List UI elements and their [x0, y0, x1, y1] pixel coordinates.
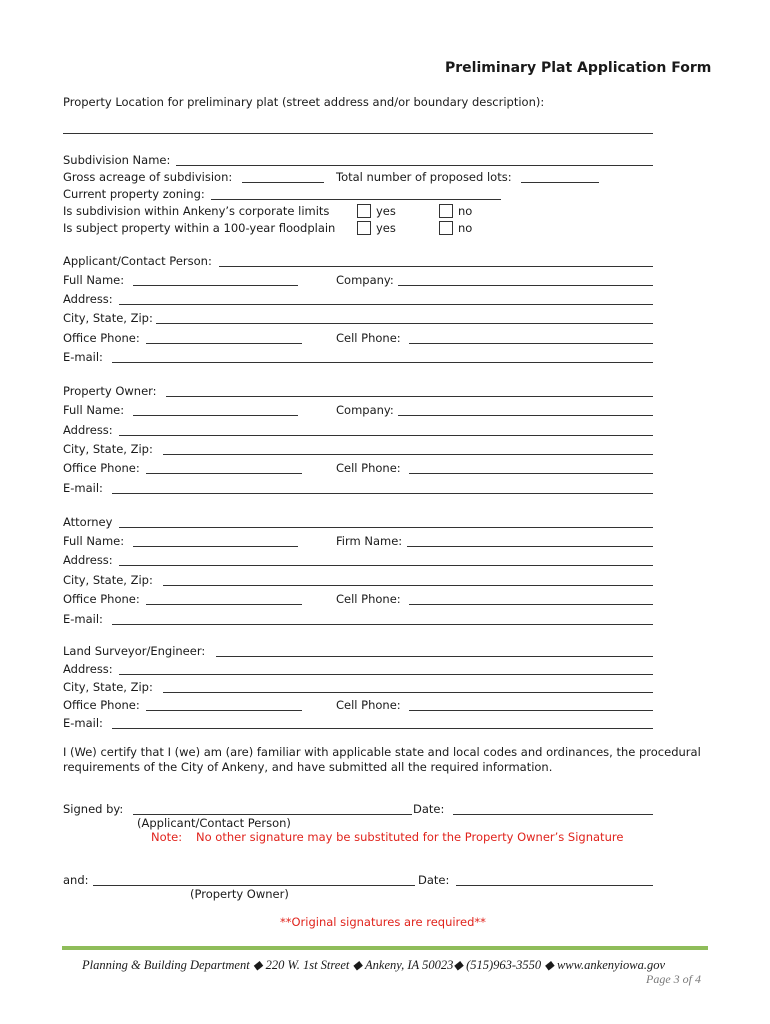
- total-lots-label: Total number of proposed lots:: [336, 170, 512, 184]
- attorney-field[interactable]: [119, 527, 653, 528]
- surveyor-header: Land Surveyor/Engineer:: [63, 644, 206, 658]
- diamond-icon: ◆: [544, 958, 554, 972]
- owner-address-field[interactable]: [119, 435, 653, 436]
- surveyor-email-label: E-mail:: [63, 716, 103, 730]
- surveyor-field[interactable]: [216, 656, 653, 657]
- owner-date-field[interactable]: [456, 885, 653, 886]
- owner-city-field[interactable]: [163, 454, 653, 455]
- attorney-city-field[interactable]: [163, 585, 653, 586]
- applicant-office-phone-label: Office Phone:: [63, 331, 140, 345]
- applicant-email-label: E-mail:: [63, 350, 103, 364]
- gross-acreage-field[interactable]: [242, 182, 324, 183]
- property-location-field[interactable]: [63, 133, 653, 134]
- surveyor-office-phone-field[interactable]: [146, 710, 302, 711]
- owner-address-label: Address:: [63, 423, 113, 437]
- attorney-office-phone-field[interactable]: [146, 604, 302, 605]
- note-text: No other signature may be substituted for the Property Owner’s Signature: [196, 830, 624, 844]
- attorney-cell-phone-label: Cell Phone:: [336, 592, 401, 606]
- gross-acreage-label: Gross acreage of subdivision:: [63, 170, 233, 184]
- attorney-address-field[interactable]: [119, 565, 653, 566]
- corporate-no-label: no: [458, 204, 473, 218]
- footer-divider: [62, 946, 708, 950]
- attorney-firm-name-field[interactable]: [407, 546, 653, 547]
- applicant-office-phone-field[interactable]: [146, 343, 302, 344]
- applicant-company-label: Company:: [336, 273, 394, 287]
- signed-by-label: Signed by:: [63, 802, 124, 816]
- attorney-cell-phone-field[interactable]: [409, 604, 653, 605]
- applicant-address-label: Address:: [63, 292, 113, 306]
- owner-company-label: Company:: [336, 403, 394, 417]
- owner-cell-phone-label: Cell Phone:: [336, 461, 401, 475]
- surveyor-city-field[interactable]: [163, 692, 653, 693]
- owner-full-name-label: Full Name:: [63, 403, 125, 417]
- subdivision-name-field[interactable]: [176, 165, 653, 166]
- applicant-address-field[interactable]: [119, 304, 653, 305]
- surveyor-email-field[interactable]: [112, 728, 653, 729]
- owner-cell-phone-field[interactable]: [409, 473, 653, 474]
- corporate-yes-checkbox[interactable]: [357, 204, 371, 218]
- owner-signature-caption: (Property Owner): [190, 887, 289, 901]
- owner-date-label: Date:: [418, 873, 450, 887]
- diamond-icon: ◆: [453, 958, 463, 972]
- applicant-city-label: City, State, Zip:: [63, 311, 153, 325]
- diamond-icon: ◆: [252, 958, 263, 972]
- owner-email-label: E-mail:: [63, 481, 103, 495]
- original-signatures-notice: **Original signatures are required**: [280, 915, 486, 929]
- attorney-email-field[interactable]: [112, 624, 653, 625]
- attorney-firm-name-label: Firm Name:: [336, 534, 403, 548]
- applicant-cell-phone-label: Cell Phone:: [336, 331, 401, 345]
- surveyor-office-phone-label: Office Phone:: [63, 698, 140, 712]
- owner-office-phone-label: Office Phone:: [63, 461, 140, 475]
- attorney-office-phone-label: Office Phone:: [63, 592, 140, 606]
- diamond-icon: ◆: [352, 958, 363, 972]
- attorney-full-name-label: Full Name:: [63, 534, 125, 548]
- applicant-city-field[interactable]: [156, 323, 653, 324]
- floodplain-yes-label: yes: [376, 221, 396, 235]
- attorney-full-name-field[interactable]: [133, 546, 298, 547]
- surveyor-city-label: City, State, Zip:: [63, 680, 153, 694]
- attorney-city-label: City, State, Zip:: [63, 573, 153, 587]
- page-title: Preliminary Plat Application Form: [445, 60, 712, 76]
- footer-city: Ankeny, IA 50023: [365, 958, 454, 972]
- certification-line-1: I (We) certify that I (we) am (are) familiar with applicable state and local codes and ordinances, the procedural: [63, 745, 701, 759]
- page-number: Page 3 of 4: [646, 972, 701, 986]
- property-location-label: Property Location for preliminary plat (street address and/or boundary description):: [63, 95, 545, 109]
- applicant-date-field[interactable]: [453, 814, 653, 815]
- owner-header: Property Owner:: [63, 384, 157, 398]
- floodplain-no-label: no: [458, 221, 473, 235]
- applicant-email-field[interactable]: [112, 362, 653, 363]
- note-label: Note:: [151, 830, 183, 844]
- floodplain-label: Is subject property within a 100-year floodplain: [63, 221, 336, 235]
- current-zoning-field[interactable]: [211, 199, 501, 200]
- applicant-signature-field[interactable]: [133, 814, 412, 815]
- applicant-signature-caption: (Applicant/Contact Person): [137, 816, 291, 830]
- owner-full-name-field[interactable]: [133, 415, 298, 416]
- corporate-no-checkbox[interactable]: [439, 204, 453, 218]
- applicant-date-label: Date:: [413, 802, 445, 816]
- and-label: and:: [63, 873, 89, 887]
- corporate-limits-label: Is subdivision within Ankeny’s corporate limits: [63, 204, 330, 218]
- owner-email-field[interactable]: [112, 493, 653, 494]
- surveyor-address-field[interactable]: [119, 674, 653, 675]
- floodplain-no-checkbox[interactable]: [439, 221, 453, 235]
- owner-office-phone-field[interactable]: [146, 473, 302, 474]
- footer-website[interactable]: www.ankenyiowa.gov: [556, 958, 666, 972]
- applicant-header: Applicant/Contact Person:: [63, 254, 212, 268]
- subdivision-name-label: Subdivision Name:: [63, 153, 171, 167]
- current-zoning-label: Current property zoning:: [63, 187, 205, 201]
- corporate-yes-label: yes: [376, 204, 396, 218]
- surveyor-cell-phone-label: Cell Phone:: [336, 698, 401, 712]
- surveyor-cell-phone-field[interactable]: [409, 710, 653, 711]
- applicant-cell-phone-field[interactable]: [409, 343, 653, 344]
- applicant-company-field[interactable]: [398, 285, 653, 286]
- owner-city-label: City, State, Zip:: [63, 442, 153, 456]
- attorney-header: Attorney: [63, 515, 113, 529]
- owner-company-field[interactable]: [398, 415, 653, 416]
- total-lots-field[interactable]: [521, 182, 599, 183]
- applicant-field[interactable]: [219, 266, 653, 267]
- owner-signature-field[interactable]: [93, 885, 415, 886]
- footer-address: 220 W. 1st Street: [265, 958, 350, 972]
- floodplain-yes-checkbox[interactable]: [357, 221, 371, 235]
- owner-field[interactable]: [166, 396, 653, 397]
- attorney-address-label: Address:: [63, 553, 113, 567]
- footer-line: [82, 957, 665, 973]
- surveyor-address-label: Address:: [63, 662, 113, 676]
- applicant-full-name-field[interactable]: [133, 285, 298, 286]
- certification-line-2: requirements of the City of Ankeny, and have submitted all the required information.: [63, 760, 553, 774]
- attorney-email-label: E-mail:: [63, 612, 103, 626]
- applicant-full-name-label: Full Name:: [63, 273, 125, 287]
- footer-phone: (515)963-3550: [466, 958, 542, 972]
- footer-department: Planning & Building Department: [82, 958, 250, 972]
